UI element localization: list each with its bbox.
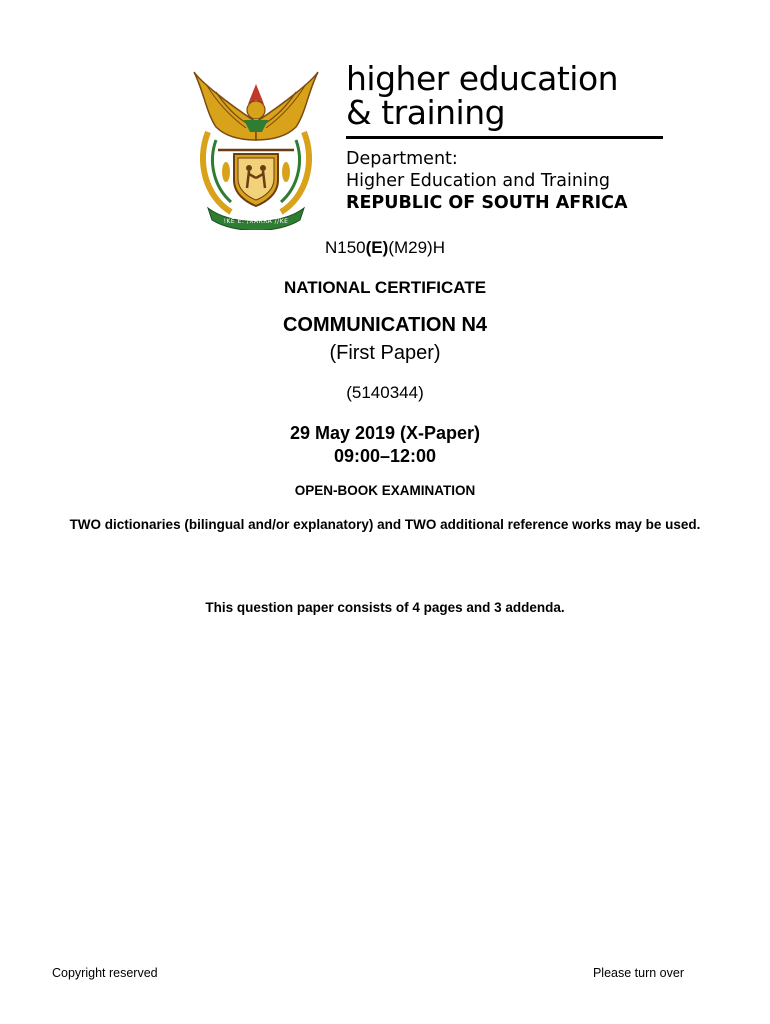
copyright-footer: Copyright reserved [52, 966, 158, 980]
exam-date: 29 May 2019 (X-Paper) [289, 423, 481, 443]
department-branding [346, 59, 666, 214]
brand-line-2: & training [346, 93, 506, 132]
exam-time: 09:00–12:00 [333, 446, 437, 466]
exam-date-time [0, 422, 770, 468]
department-name: Higher Education and Training [346, 171, 610, 191]
brand-divider [346, 136, 663, 139]
subject-code: (5140344) [346, 383, 424, 402]
exam-type: OPEN-BOOK EXAMINATION [294, 483, 476, 498]
paper-code [0, 238, 770, 258]
turn-over-footer: Please turn over [592, 966, 684, 980]
page-count-note: This question paper consists of 4 pages and 3 addenda. [205, 600, 565, 615]
code-language: (E) [365, 238, 389, 257]
document-header [186, 59, 666, 232]
certificate-title: NATIONAL CERTIFICATE [283, 278, 487, 297]
svg-text:!KE E: /XARRA //KE: !KE E: /XARRA //KE [223, 218, 289, 225]
paper-number: (First Paper) [329, 342, 441, 364]
code-prefix: N150 [325, 238, 366, 257]
country-name: REPUBLIC OF SOUTH AFRICA [346, 193, 628, 213]
instructions-text: TWO dictionaries (bilingual and/or explanatory) and TWO additional reference works may be used. [69, 517, 701, 532]
code-suffix: (M29)H [388, 238, 445, 257]
brand-line-1: higher education [346, 59, 619, 98]
subject-title: COMMUNICATION N4 [282, 314, 488, 336]
department-label: Department: [346, 149, 458, 169]
coat-of-arms-icon [186, 62, 326, 230]
